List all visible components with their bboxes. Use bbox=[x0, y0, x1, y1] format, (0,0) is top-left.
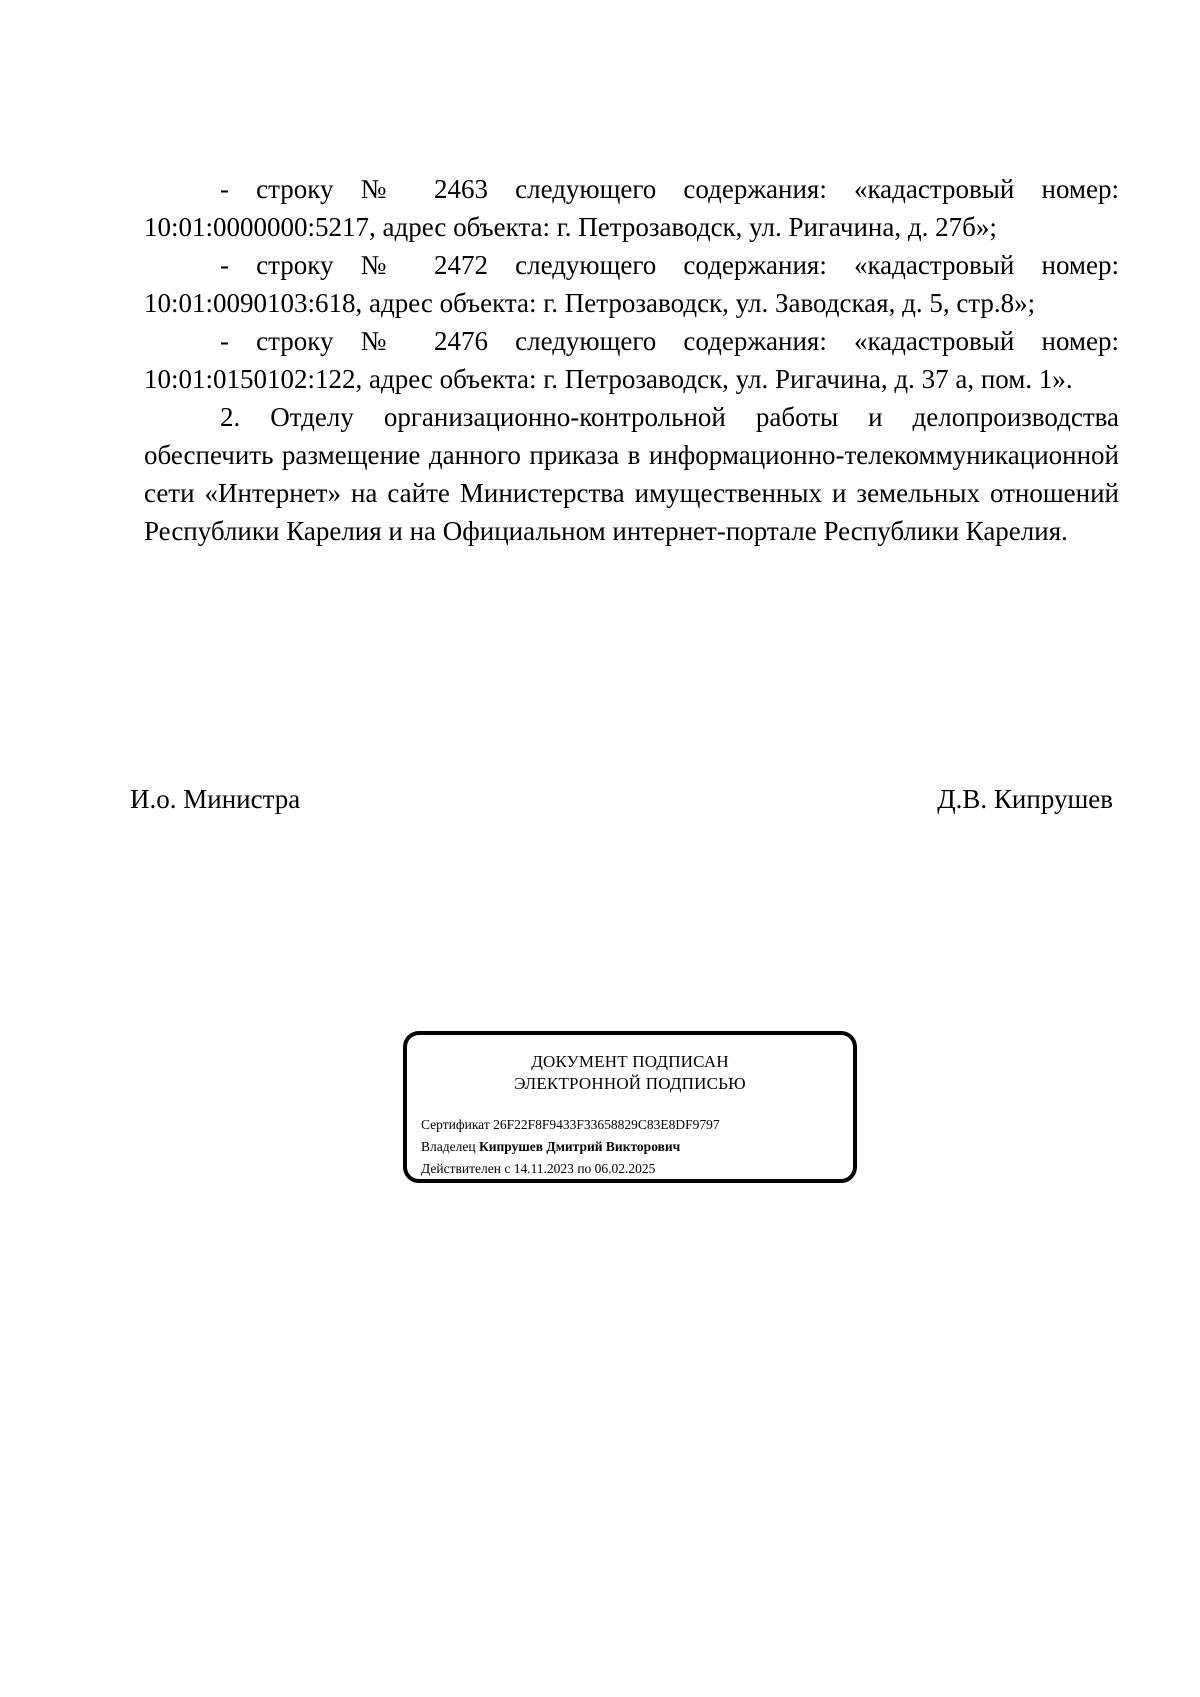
owner-label: Владелец bbox=[421, 1139, 476, 1154]
valid-to-label: по bbox=[577, 1161, 592, 1176]
certificate-label: Сертификат bbox=[421, 1117, 490, 1132]
paragraph-row-2472: - строку № 2472 следующего содержания: «кадастровый номер: 10:01:0090103:618, адрес объекта: г. Петрозаводск, ул. Заводская, д. 5, стр.8»; bbox=[144, 250, 1119, 318]
valid-to-date: 06.02.2025 bbox=[594, 1161, 656, 1176]
valid-label: Действителен bbox=[421, 1161, 501, 1176]
valid-from-date: 14.11.2023 bbox=[513, 1161, 574, 1176]
paragraph-item-2: 2. Отделу организационно-контрольной работы и делопроизводства обеспечить размещение данного приказа в информационно-телекоммуникационной сети «Интернет» на сайте Министерства имущественных и земельных отношений Республики Карелия и на Официальном интернет-портале Республики Карелия. bbox=[144, 402, 1119, 546]
document-body bbox=[144, 170, 1119, 550]
stamp-certificate-row bbox=[421, 1114, 720, 1136]
signatory-role: И.о. Министра bbox=[130, 784, 301, 814]
stamp-title bbox=[407, 1051, 853, 1095]
stamp-validity-row bbox=[421, 1158, 720, 1180]
stamp-title-line-1: ДОКУМЕНТ ПОДПИСАН bbox=[531, 1052, 729, 1071]
electronic-signature-stamp bbox=[403, 1031, 857, 1183]
owner-value: Кипрушев Дмитрий Викторович bbox=[478, 1139, 681, 1154]
certificate-value: 26F22F8F9433F33658829C83E8DF9797 bbox=[493, 1117, 720, 1132]
valid-from-label: с bbox=[504, 1161, 511, 1176]
stamp-title-line-2: ЭЛЕКТРОННОЙ ПОДПИСЬЮ bbox=[514, 1074, 746, 1093]
stamp-details bbox=[421, 1114, 720, 1180]
stamp-owner-row bbox=[421, 1136, 720, 1158]
paragraph-row-2476: - строку № 2476 следующего содержания: «кадастровый номер: 10:01:0150102:122, адрес объекта: г. Петрозаводск, ул. Ригачина, д. 37 а, пом. 1». bbox=[144, 326, 1119, 394]
paragraph-row-2463: - строку № 2463 следующего содержания: «кадастровый номер: 10:01:0000000:5217, адрес объекта: г. Петрозаводск, ул. Ригачина, д. 27б»; bbox=[144, 174, 1119, 242]
signatory-name: Д.В. Кипрушев bbox=[937, 784, 1113, 814]
